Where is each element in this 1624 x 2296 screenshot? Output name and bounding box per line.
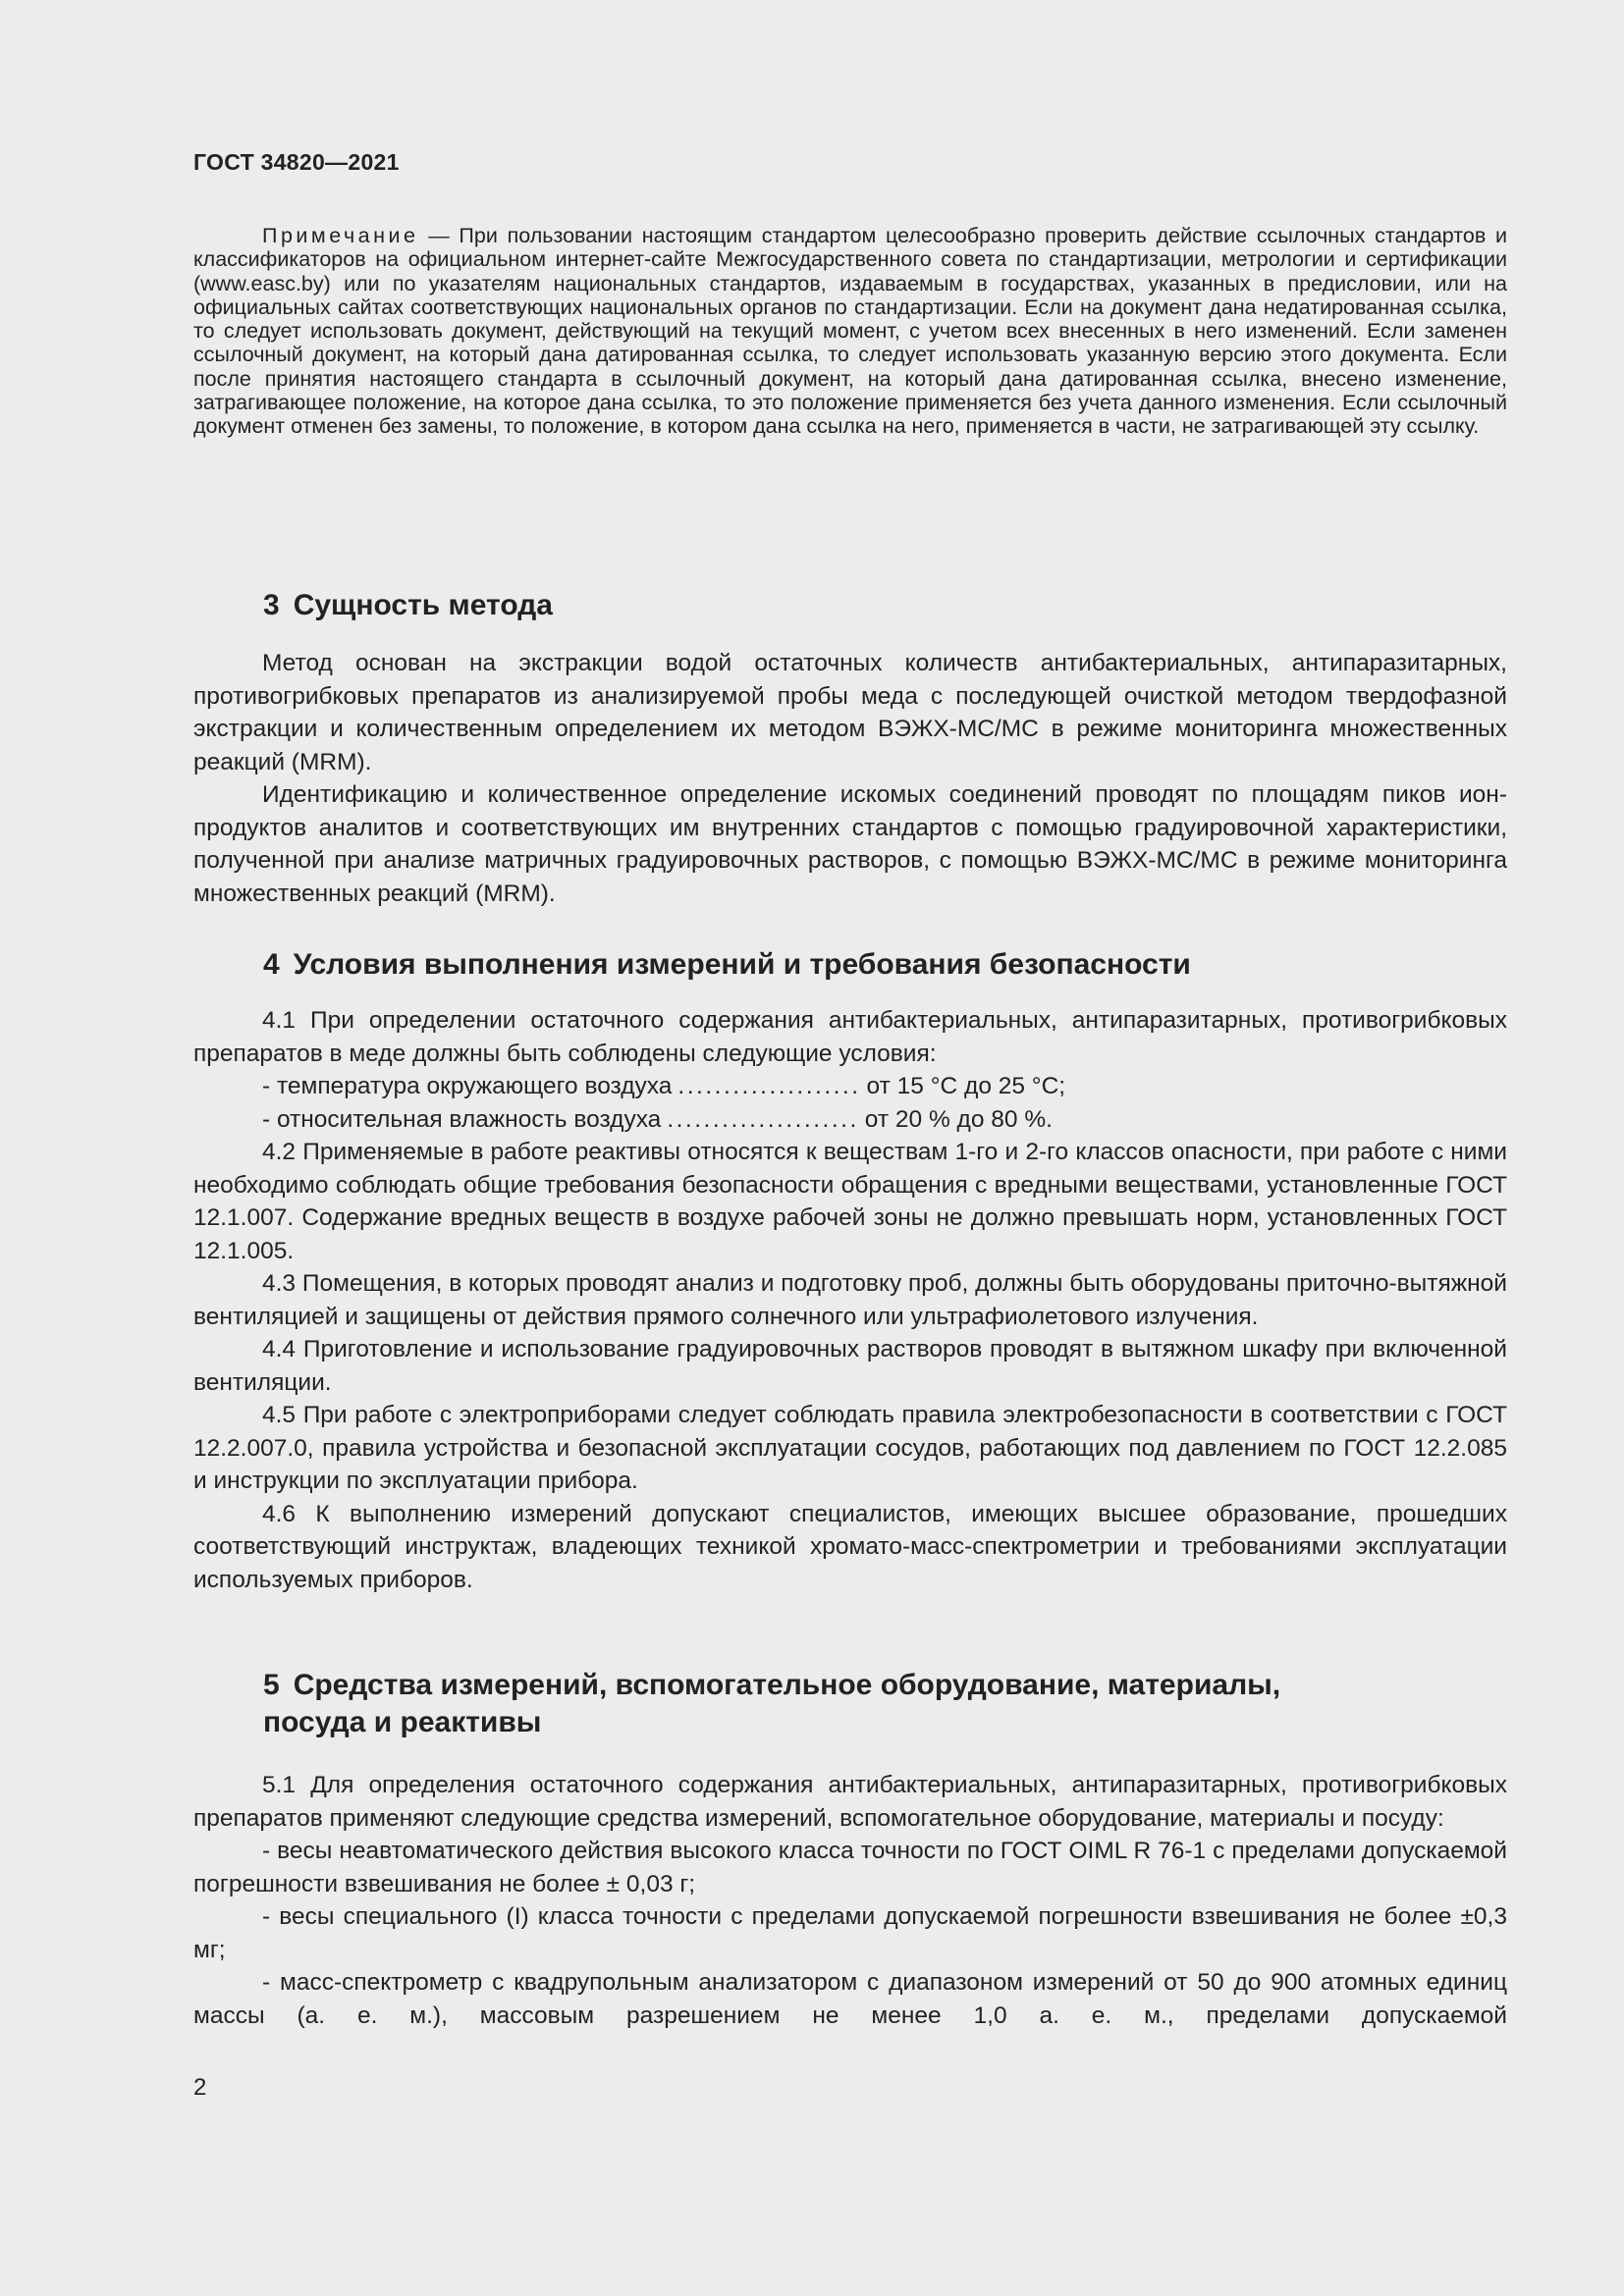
section-3-title: Сущность метода [293,589,553,621]
condition-row [193,1070,1507,1103]
clause-4-1: 4.1 При определении остаточного содержания антибактериальных, антипаразитарных, противогрибковых препаратов в меде должны быть соблюдены следующие условия: [193,1007,1507,1067]
note-paragraph [193,224,1507,439]
section-3-heading [263,587,553,624]
section-4-number: 4 [263,948,280,981]
clause-4-6: 4.6 К выполнению измерений допускают специалистов, имеющих высшее образование, прошедших соответствующий инструктаж, владеющих техникой хромато-масс-спектрометрии и требованиями эксплуатации используемых приборов. [193,1500,1507,1593]
section-5-title-line-2: посуда и реактивы [263,1706,542,1738]
clause-4-3: 4.3 Помещения, в которых проводят анализ и подготовку проб, должны быть оборудованы приточно-вытяжной вентиляцией и защищены от действия прямого солнечного или ультрафиолетового излучения. [193,1270,1507,1330]
section-3-number: 3 [263,589,280,621]
list-item: - масс-спектрометр с квадрупольным анализатором с диапазоном измерений от 50 до 900 атомных единиц массы (а. е. м.), массовым разрешением не менее 1,0 а. е. м., пределами допускаемой [193,1969,1507,2029]
section-3-body [193,647,1507,910]
condition-label: - температура окружающего воздуха [262,1073,673,1099]
note-block [193,224,1507,439]
note-text: — При пользовании настоящим стандартом целесообразно проверить действие ссылочных стандартов и классификаторов на официальном интернет-сайте Межгосударственного совета по стандартизации, метрологии и сертификации (www.easc.by) или по указателям национальных стандартов, издаваемым в государствах, указанных в предисловии, или на официальных сайтах соответствующих национальных органов по стандартизации. Если на документ дана недатированная ссылка, то следует использовать документ, действующий на текущий момент, с учетом всех внесенных в него изменений. Если заменен ссылочный документ, на который дана датированная ссылка, то следует использовать указанную версию этого документа. Если после принятия настоящего стандарта в ссылочный документ, на который дана датированная ссылка, внесено изменение, затрагивающее положение, на которое дана ссылка, то это положение применяется без учета данного изменения. Если ссылочный документ отменен без замены, то положение, в котором дана ссылка на него, применяется в части, не затрагивающей эту ссылку. [193,224,1507,439]
clause-4-2: 4.2 Применяемые в работе реактивы относятся к веществам 1-го и 2-го классов опасности, при работе с ними необходимо соблюдать общие требования безопасности обращения с вредными веществами, установленные ГОСТ 12.1.007. Содержание вредных веществ в воздухе рабочей зоны не должно превышать норм, установленных ГОСТ 12.1.005. [193,1139,1507,1264]
standard-designation: ГОСТ 34820—2021 [193,149,400,175]
section-3-paragraph: Метод основан на экстракции водой остаточных количеств антибактериальных, антипаразитарных, противогрибковых препаратов из анализируемой пробы меда с последующей очисткой методом твердофазной экстракции и количественным определением их методом ВЭЖХ-МС/МС в режиме мониторинга множественных реакций (MRM). [193,650,1507,775]
section-5-title-line-1: 5 Средства измерений, вспомогательное оборудование, материалы, [263,1669,1281,1701]
page-number: 2 [193,2074,207,2101]
leader-dots: ..................... [667,1105,859,1133]
section-4-body [193,1004,1507,1596]
clause-5-1: 5.1 Для определения остаточного содержания антибактериальных, антипаразитарных, противогрибковых препаратов применяют следующие средства измерений, вспомогательное оборудование, материалы и посуду: [193,1772,1507,1832]
section-5-heading [263,1667,1280,1741]
list-item: - весы специального (I) класса точности с пределами допускаемой погрешности взвешивания не более ±0,3 мг; [193,1903,1507,1963]
condition-label: - относительная влажность воздуха [262,1105,662,1133]
section-4-heading [263,946,1191,984]
section-5-body [193,1769,1507,2032]
section-5-number: 5 [263,1669,280,1701]
condition-row [193,1103,1507,1137]
list-item: - весы неавтоматического действия высокого класса точности по ГОСТ OIML R 76-1 с пределами допускаемой погрешности взвешивания не более ± 0,03 г; [193,1838,1507,1897]
clause-4-5: 4.5 При работе с электроприборами следует соблюдать правила электробезопасности в соответствии с ГОСТ 12.2.007.0, правила устройства и безопасной эксплуатации сосудов, работающих под давлением по ГОСТ 12.2.085 и инструкции по эксплуатации прибора. [193,1402,1507,1494]
clause-4-4: 4.4 Приготовление и использование градуировочных растворов проводят в вытяжном шкафу при включенной вентиляции. [193,1336,1507,1396]
condition-value: от 20 % до 80 %. [864,1105,1053,1133]
leader-dots: .................... [677,1073,861,1099]
section-4-title: Условия выполнения измерений и требования безопасности [293,948,1191,981]
note-label: Примечание [262,224,419,247]
condition-value: от 15 °С до 25 °С; [866,1073,1066,1099]
section-3-paragraph: Идентификацию и количественное определение искомых соединений проводят по площадям пиков ион-продуктов аналитов и соответствующих им внутренних стандартов с помощью градуировочной характеристики, полученной при анализе матричных градуировочных растворов, с помощью ВЭЖХ-МС/МС в режиме мониторинга множественных реакций (MRM). [193,781,1507,907]
